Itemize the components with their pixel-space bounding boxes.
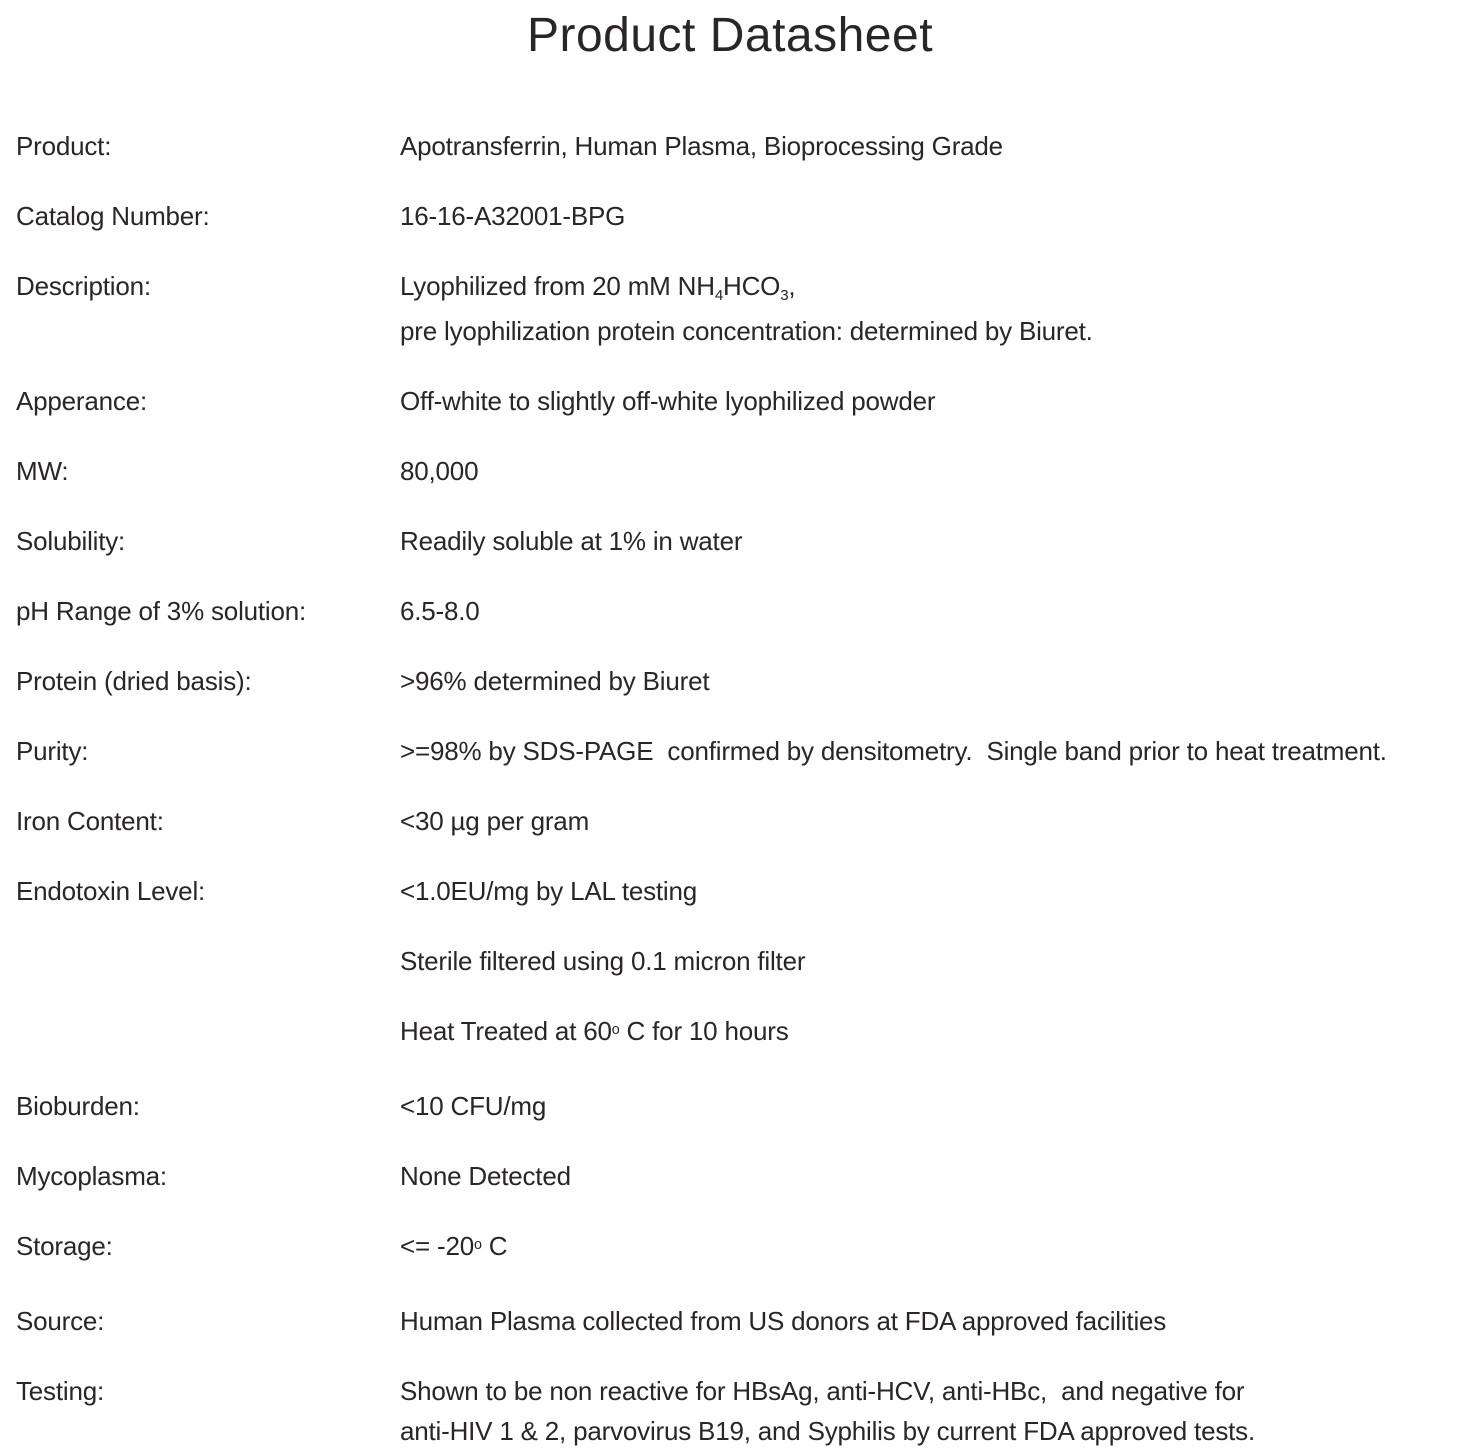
field-label-appearance: Apperance: [16, 386, 147, 416]
field-value-sterile-filtered: Sterile filtered using 0.1 micron filter [400, 946, 806, 976]
row-heat-treated [16, 1011, 1460, 1056]
field-value-mycoplasma: None Detected [400, 1161, 571, 1191]
heat-treated-text: C for 10 hours [619, 1016, 789, 1046]
field-value-storage [400, 1226, 1460, 1271]
testing-line-1: Shown to be non reactive for HBsAg, anti-HCV, anti-HBc, and negative for [400, 1376, 1245, 1406]
field-label-description: Description: [16, 271, 151, 301]
row-storage [16, 1226, 1460, 1271]
testing-line-2: anti-HIV 1 & 2, parvovirus B19, and Syphilis by current FDA approved tests. [400, 1416, 1255, 1446]
field-label-protein: Protein (dried basis): [16, 666, 252, 696]
field-value-description [400, 266, 1460, 351]
row-endotoxin-level [16, 871, 1460, 911]
field-value-purity: >=98% by SDS-PAGE confirmed by densitometry. Single band prior to heat treatment. [400, 736, 1387, 766]
row-appearance [16, 381, 1460, 421]
field-value-iron-content: <30 µg per gram [400, 806, 590, 836]
field-value-ph-range: 6.5-8.0 [400, 596, 480, 626]
description-line-2: pre lyophilization protein concentration: determined by Biuret. [400, 316, 1093, 346]
row-solubility [16, 521, 1460, 561]
page-title: Product Datasheet [526, 9, 934, 62]
row-bioburden [16, 1086, 1460, 1126]
row-protein [16, 661, 1460, 701]
field-value-catalog-number: 16-16-A32001-BPG [400, 201, 626, 231]
field-value-bioburden: <10 CFU/mg [400, 1091, 547, 1121]
field-value-product: Apotransferrin, Human Plasma, Bioprocessing Grade [400, 131, 1003, 161]
field-label-catalog-number: Catalog Number: [16, 201, 210, 231]
description-text: , [788, 271, 796, 301]
field-value-heat-treated [400, 1011, 1460, 1056]
description-text: Lyophilized from 20 mM NH [400, 271, 715, 301]
row-catalog-number [16, 196, 1460, 236]
row-sterile-filtered [16, 941, 1460, 981]
field-label-iron-content: Iron Content: [16, 806, 164, 836]
storage-text: C [481, 1231, 508, 1261]
field-label-solubility: Solubility: [16, 526, 126, 556]
field-label-ph-range: pH Range of 3% solution: [16, 596, 307, 626]
storage-text: <= -20 [400, 1231, 474, 1261]
row-source [16, 1301, 1460, 1341]
row-mycoplasma [16, 1156, 1460, 1196]
field-value-testing [400, 1371, 1460, 1451]
row-purity [16, 731, 1460, 771]
heat-treated-text: Heat Treated at 60 [400, 1016, 612, 1046]
superscript-degree: o [473, 1237, 482, 1253]
row-mw [16, 451, 1460, 491]
row-ph-range [16, 591, 1460, 631]
subscript-4: 4 [714, 286, 723, 304]
row-description [16, 266, 1460, 351]
description-line-1 [400, 266, 1460, 311]
field-label-mycoplasma: Mycoplasma: [16, 1161, 167, 1191]
subscript-3: 3 [780, 286, 789, 304]
field-label-purity: Purity: [16, 736, 89, 766]
row-product [16, 126, 1460, 166]
field-value-mw: 80,000 [400, 456, 479, 486]
superscript-degree: o [611, 1022, 620, 1038]
field-label-bioburden: Bioburden: [16, 1091, 140, 1121]
field-label-mw: MW: [16, 456, 69, 486]
row-iron-content [16, 801, 1460, 841]
field-value-appearance: Off-white to slightly off-white lyophilized powder [400, 386, 936, 416]
field-value-source: Human Plasma collected from US donors at FDA approved facilities [400, 1306, 1167, 1336]
field-label-endotoxin-level: Endotoxin Level: [16, 876, 206, 906]
description-text: HCO [723, 271, 781, 301]
field-value-endotoxin-level: <1.0EU/mg by LAL testing [400, 876, 698, 906]
row-testing [16, 1371, 1460, 1451]
field-label-storage: Storage: [16, 1231, 113, 1261]
field-label-testing: Testing: [16, 1376, 105, 1406]
field-label-source: Source: [16, 1306, 105, 1336]
field-label-product: Product: [16, 131, 112, 161]
field-value-protein: >96% determined by Biuret [400, 666, 710, 696]
field-value-solubility: Readily soluble at 1% in water [400, 526, 743, 556]
